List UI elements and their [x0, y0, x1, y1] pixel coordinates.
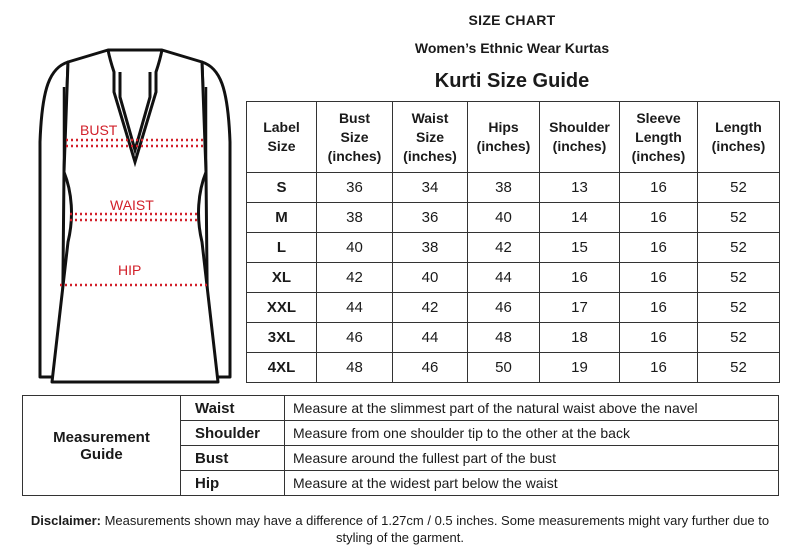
col-sleeve-length: Sleeve Length (inches) [620, 102, 698, 173]
table-cell: 46 [393, 353, 468, 383]
table-row [247, 293, 780, 323]
table-cell: 16 [620, 203, 698, 233]
disclaimer-text: Measurements shown may have a difference of 1.27cm / 0.5 inches. Some measurements might vary further due to styling of the garment. [100, 513, 770, 545]
size-table [246, 101, 780, 383]
hip-label: HIP [118, 262, 142, 278]
size-label: S [247, 173, 317, 203]
table-cell: 44 [317, 293, 393, 323]
table-cell: 50 [468, 353, 540, 383]
guide-desc: Measure at the widest part below the waist [285, 471, 779, 496]
table-cell: 52 [698, 233, 780, 263]
table-cell: 16 [620, 293, 698, 323]
table-row [247, 353, 780, 383]
table-cell: 16 [540, 263, 620, 293]
table-cell: 52 [698, 353, 780, 383]
table-cell: 18 [540, 323, 620, 353]
table-cell: 52 [698, 173, 780, 203]
size-label: 4XL [247, 353, 317, 383]
table-cell: 52 [698, 263, 780, 293]
table-row [247, 263, 780, 293]
guide-key: Hip [181, 471, 285, 496]
table-cell: 36 [393, 203, 468, 233]
guide-title-cell: Measurement Guide [23, 396, 181, 496]
col-hips: Hips (inches) [468, 102, 540, 173]
table-cell: 15 [540, 233, 620, 263]
table-row [247, 203, 780, 233]
size-label: XL [247, 263, 317, 293]
table-cell: 36 [317, 173, 393, 203]
table-cell: 44 [468, 263, 540, 293]
table-cell: 52 [698, 203, 780, 233]
size-table-header [247, 102, 780, 173]
table-cell: 42 [468, 233, 540, 263]
table-cell: 14 [540, 203, 620, 233]
size-label: M [247, 203, 317, 233]
kurti-diagram [30, 42, 240, 387]
size-chart-heading: SIZE CHART [468, 12, 556, 28]
kurti-outline [40, 50, 230, 382]
table-row [247, 323, 780, 353]
size-label: XXL [247, 293, 317, 323]
disclaimer [30, 512, 770, 546]
table-cell: 44 [393, 323, 468, 353]
table-cell: 46 [317, 323, 393, 353]
table-cell: 38 [393, 233, 468, 263]
guide-desc: Measure around the fullest part of the bust [285, 446, 779, 471]
col-length: Length (inches) [698, 102, 780, 173]
guide-key: Waist [181, 396, 285, 421]
subtitle: Women’s Ethnic Wear Kurtas [414, 40, 610, 56]
bust-label: BUST [80, 122, 118, 138]
table-cell: 16 [620, 263, 698, 293]
table-cell: 40 [468, 203, 540, 233]
table-cell: 42 [393, 293, 468, 323]
measurement-guide [22, 395, 779, 496]
col-bust: Bust Size (inches) [317, 102, 393, 173]
table-cell: 16 [620, 323, 698, 353]
waist-label: WAIST [110, 197, 154, 213]
table-cell: 16 [620, 353, 698, 383]
table-cell: 38 [468, 173, 540, 203]
guide-desc: Measure from one shoulder tip to the other at the back [285, 421, 779, 446]
table-cell: 40 [393, 263, 468, 293]
size-label: 3XL [247, 323, 317, 353]
table-row [247, 173, 780, 203]
col-waist: Waist Size (inches) [393, 102, 468, 173]
table-cell: 40 [317, 233, 393, 263]
table-cell: 13 [540, 173, 620, 203]
table-cell: 16 [620, 173, 698, 203]
guide-desc: Measure at the slimmest part of the natural waist above the navel [285, 396, 779, 421]
col-label-size: Label Size [247, 102, 317, 173]
table-cell: 16 [620, 233, 698, 263]
table-cell: 52 [698, 293, 780, 323]
table-cell: 42 [317, 263, 393, 293]
disclaimer-label: Disclaimer: [30, 513, 101, 528]
table-cell: 48 [317, 353, 393, 383]
guide-key: Bust [181, 446, 285, 471]
guide-title: Kurti Size Guide [434, 70, 590, 92]
table-cell: 52 [698, 323, 780, 353]
table-cell: 46 [468, 293, 540, 323]
table-cell: 34 [393, 173, 468, 203]
col-shoulder: Shoulder (inches) [540, 102, 620, 173]
table-cell: 38 [317, 203, 393, 233]
table-cell: 48 [468, 323, 540, 353]
table-cell: 19 [540, 353, 620, 383]
table-cell: 17 [540, 293, 620, 323]
size-label: L [247, 233, 317, 263]
guide-row [23, 396, 779, 421]
table-row [247, 233, 780, 263]
guide-key: Shoulder [181, 421, 285, 446]
